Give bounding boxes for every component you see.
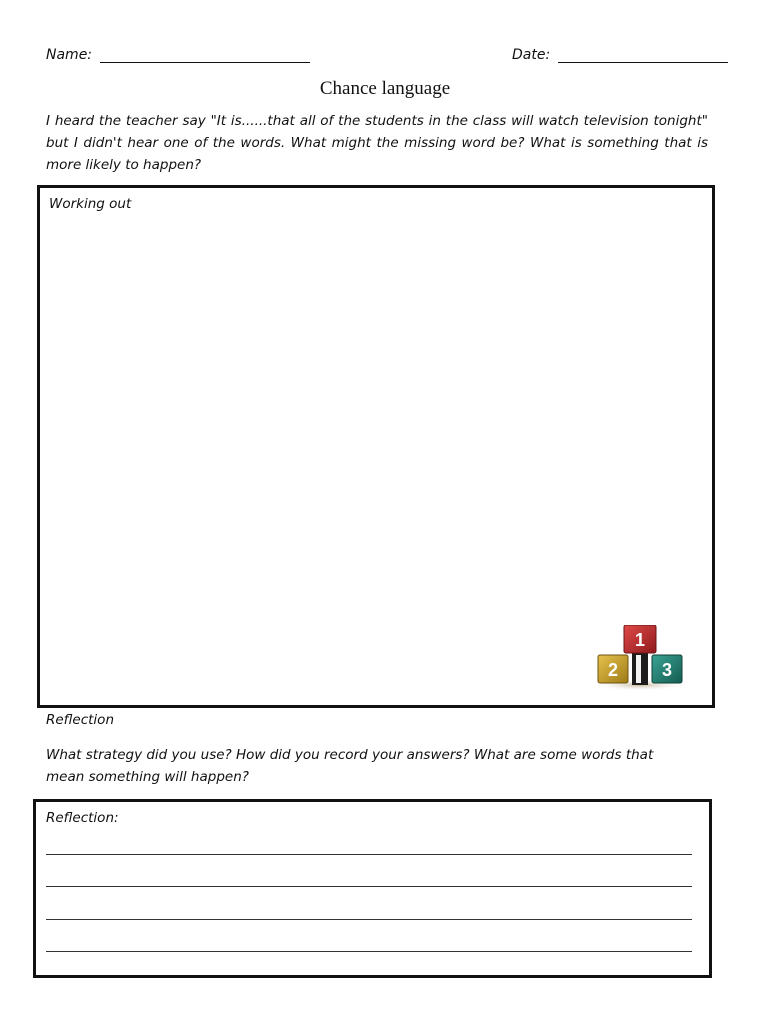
writing-line[interactable] xyxy=(46,854,692,855)
reflection-box[interactable] xyxy=(33,799,712,978)
podium-center-highlight xyxy=(636,655,641,683)
name-line[interactable] xyxy=(100,44,310,63)
writing-line[interactable] xyxy=(46,919,692,920)
podium-number-3: 3 xyxy=(661,660,673,680)
reflection-box-label: Reflection: xyxy=(46,810,119,826)
podium-number-1: 1 xyxy=(634,630,646,650)
question-text: I heard the teacher say "It is......that all of the students in the class will watch television tonight" but I didn't hear one of the words. What might the missing word be? What is something that is more likely to happen? xyxy=(46,113,708,173)
reflection-heading: Reflection xyxy=(46,712,114,728)
date-line[interactable] xyxy=(558,44,728,63)
name-label: Name: xyxy=(46,47,93,63)
podium-image xyxy=(592,625,688,691)
date-label: Date: xyxy=(512,47,551,63)
podium-number-2: 2 xyxy=(607,660,619,680)
working-out-box[interactable] xyxy=(37,185,715,708)
name-field xyxy=(46,44,310,63)
working-out-label: Working out xyxy=(49,196,132,212)
writing-line[interactable] xyxy=(46,951,692,952)
writing-line[interactable] xyxy=(46,886,692,887)
reflection-question: What strategy did you use? How did you record your answers? What are some words that mean something will happen? xyxy=(46,747,654,785)
date-field xyxy=(512,44,728,63)
page-title: Chance language xyxy=(319,78,451,99)
